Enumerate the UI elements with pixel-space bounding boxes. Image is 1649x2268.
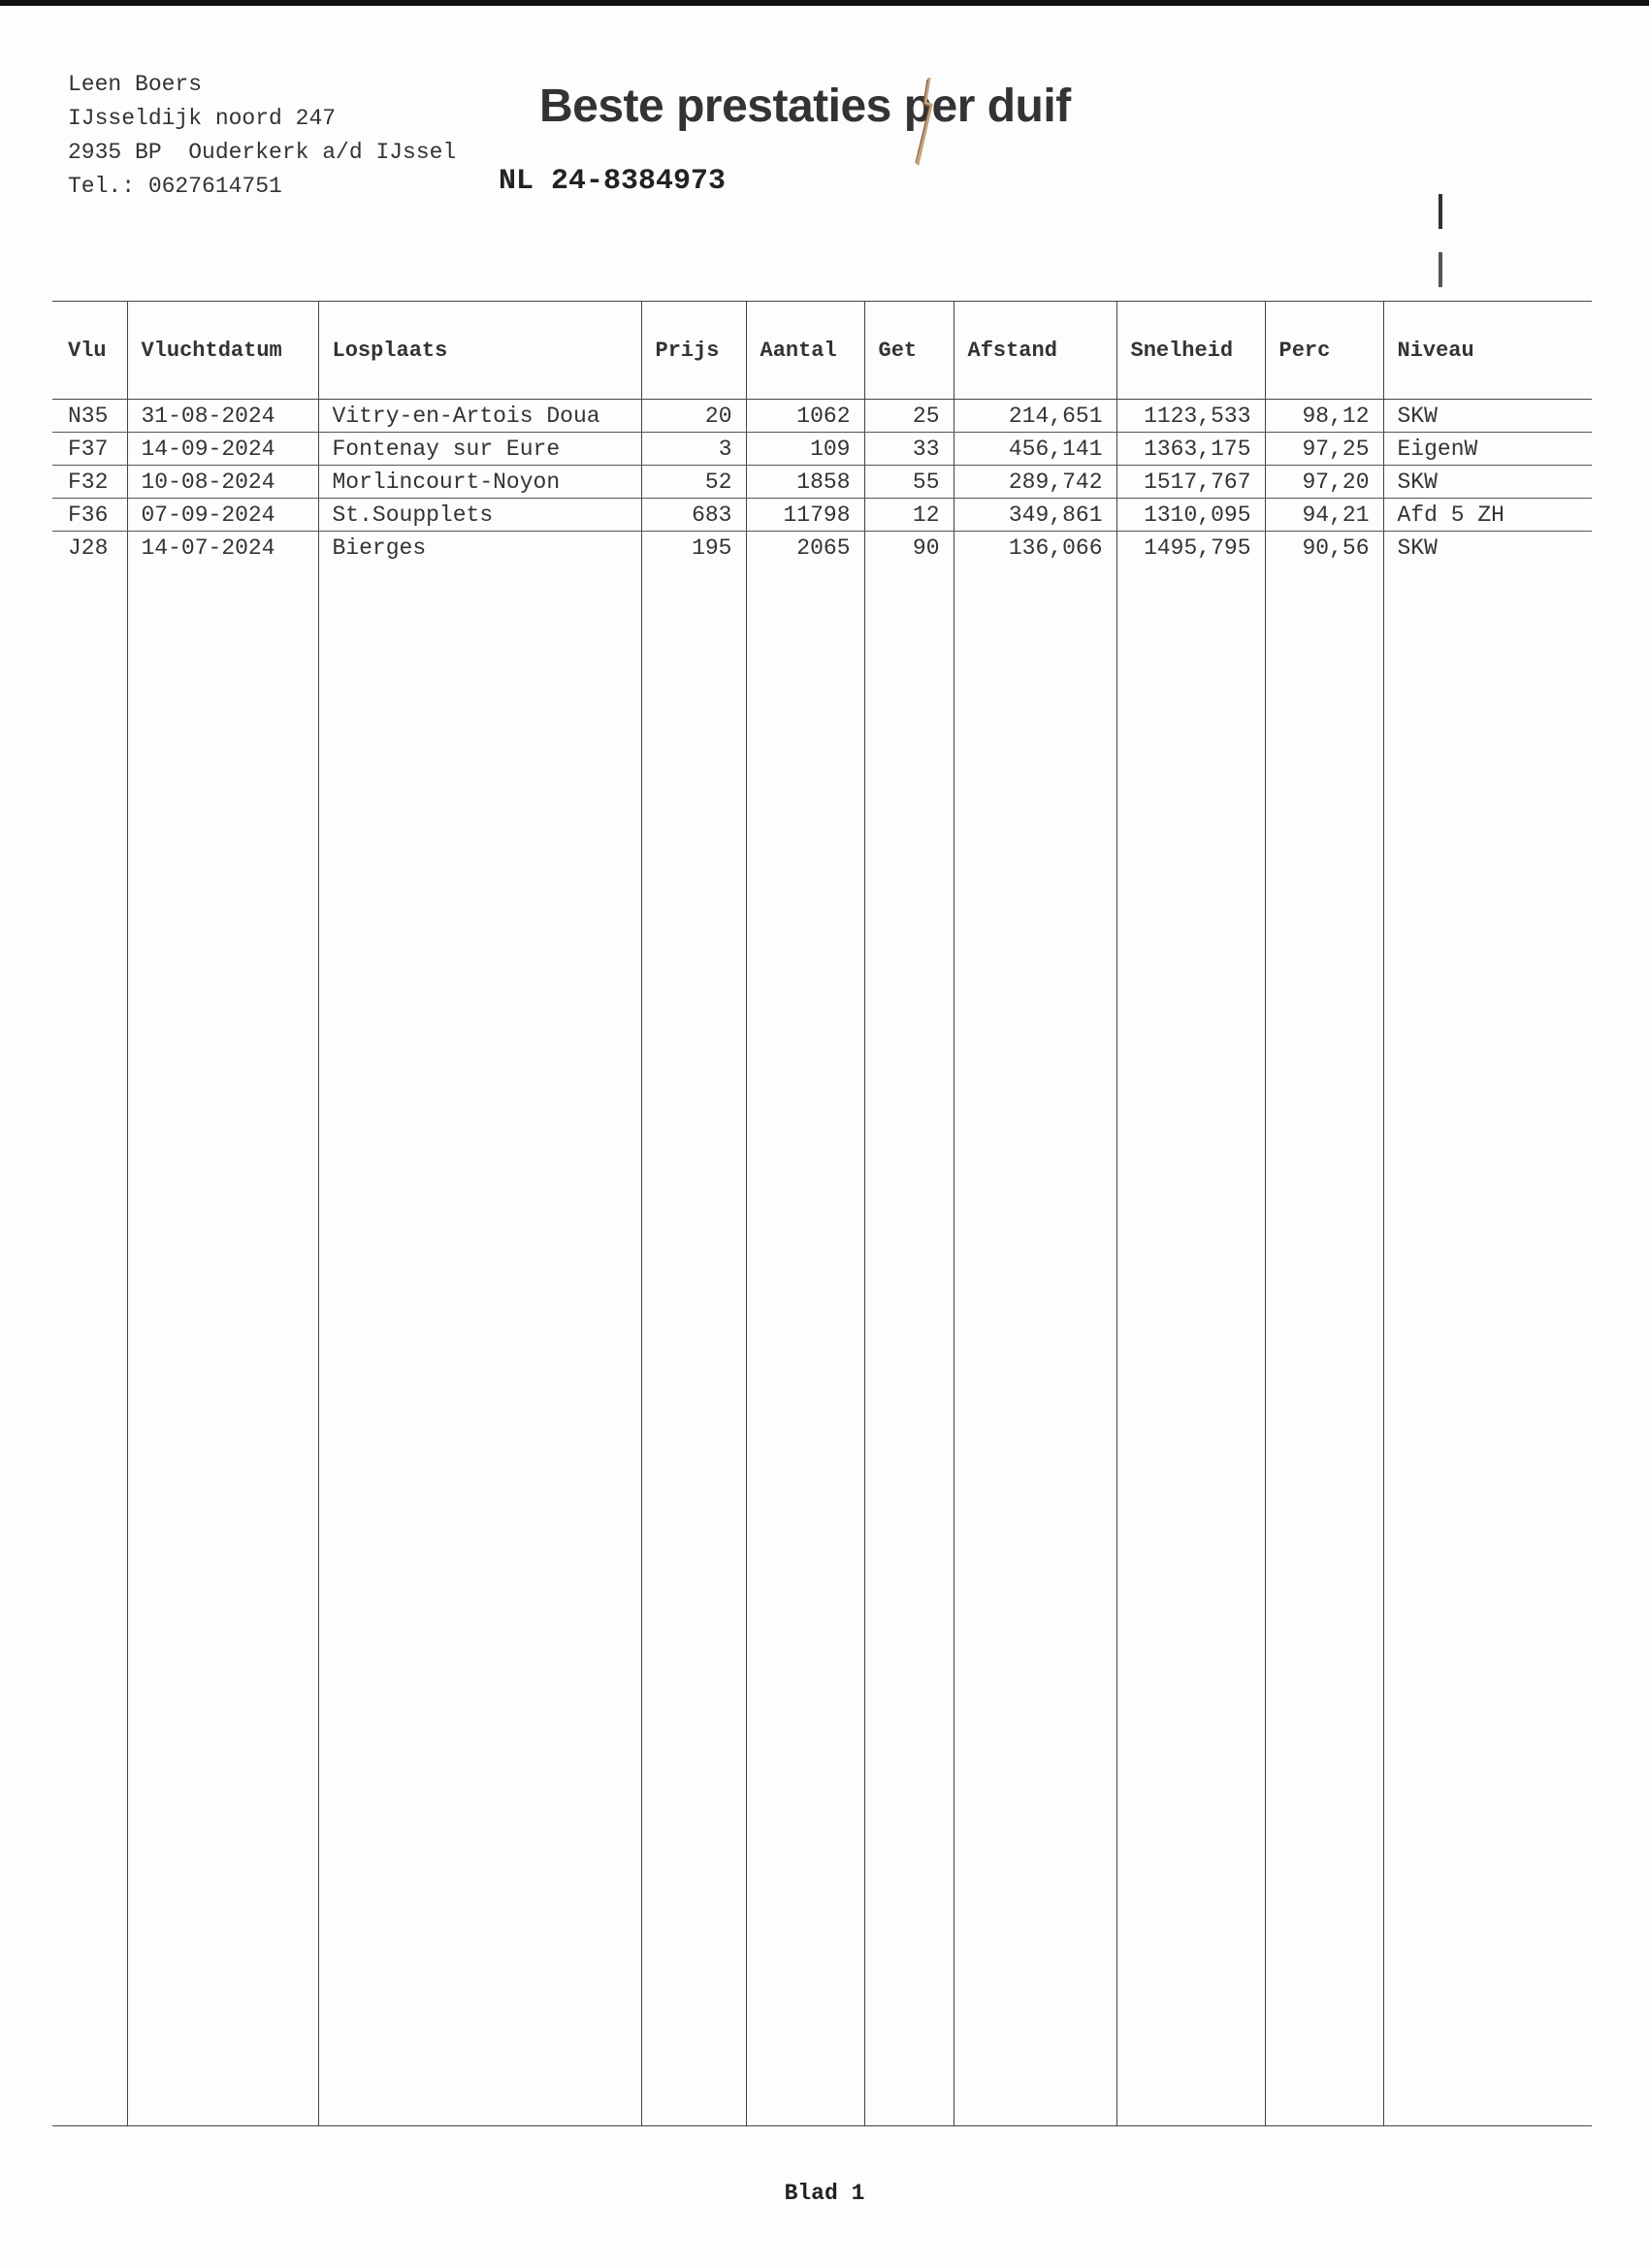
- cell-prize: 52: [641, 466, 746, 499]
- cell-percent: 98,12: [1265, 400, 1383, 433]
- table-row: [52, 466, 1592, 499]
- cell-count: 11798: [746, 499, 864, 532]
- ring-number: NL 24-8384973: [499, 165, 727, 198]
- performance-table: [52, 301, 1592, 2126]
- cell-count: 1858: [746, 466, 864, 499]
- cell-get: 90: [864, 532, 954, 565]
- cell-count: 2065: [746, 532, 864, 565]
- cell-vlu: J28: [68, 535, 109, 561]
- table-header-row: [52, 302, 1592, 400]
- sender-street: IJsseldijk noord 247: [68, 106, 337, 131]
- table-row: [52, 433, 1592, 466]
- table-row: [52, 532, 1592, 565]
- cell-distance: 349,861: [954, 499, 1116, 532]
- page-title: Beste prestaties per duif: [539, 81, 1071, 132]
- column-header: Afstand: [954, 302, 1116, 400]
- table-blank-area: [52, 564, 1592, 2126]
- sender-address-block: [68, 68, 456, 204]
- cell-prize: 3: [641, 433, 746, 466]
- cell-level: SKW: [1383, 466, 1592, 499]
- cell-get: 55: [864, 466, 954, 499]
- cell-date: 10-08-2024: [127, 466, 318, 499]
- cell-speed: 1363,175: [1116, 433, 1265, 466]
- cell-prize: 195: [641, 532, 746, 565]
- cell-percent: 90,56: [1265, 532, 1383, 565]
- cell-date: 07-09-2024: [127, 499, 318, 532]
- cell-date: 14-09-2024: [127, 433, 318, 466]
- cell-level: EigenW: [1383, 433, 1592, 466]
- cell-level: Afd 5 ZH: [1383, 499, 1592, 532]
- cell-vlu: F32: [52, 466, 127, 499]
- cell-distance: 456,141: [954, 433, 1116, 466]
- cell-get: 12: [864, 499, 954, 532]
- cell-count: 1062: [746, 400, 864, 433]
- cell-level: SKW: [1383, 532, 1592, 565]
- cell-speed: 1123,533: [1116, 400, 1265, 433]
- scan-edge: [0, 0, 1649, 6]
- cell-percent: 94,21: [1265, 499, 1383, 532]
- sender-city: 2935 BP Ouderkerk a/d IJssel: [68, 140, 457, 165]
- column-header: Snelheid: [1116, 302, 1265, 400]
- staple-icon: [1434, 192, 1447, 289]
- column-header: Aantal: [746, 302, 864, 400]
- cell-prize: 20: [641, 400, 746, 433]
- page-number: Blad 1: [784, 2181, 865, 2206]
- cell-vlu: F36: [52, 499, 127, 532]
- sender-name: Leen Boers: [68, 72, 203, 97]
- cell-speed: 1310,095: [1116, 499, 1265, 532]
- cell-distance: 289,742: [954, 466, 1116, 499]
- column-header: Get: [864, 302, 954, 400]
- column-header: Perc: [1265, 302, 1383, 400]
- column-header: Vluchtdatum: [127, 302, 318, 400]
- cell-distance: 136,066: [954, 532, 1116, 565]
- column-header: Prijs: [641, 302, 746, 400]
- cell-get: 33: [864, 433, 954, 466]
- cell-vlu: N35: [52, 400, 127, 433]
- column-header: Niveau: [1383, 302, 1592, 400]
- cell-prize: 683: [641, 499, 746, 532]
- column-header: Vlu: [52, 302, 127, 400]
- cell-date: 14-07-2024: [127, 532, 318, 565]
- cell-location: Bierges: [318, 532, 641, 565]
- cell-get: 25: [864, 400, 954, 433]
- cell-location: Morlincourt-Noyon: [318, 466, 641, 499]
- cell-speed: 1517,767: [1116, 466, 1265, 499]
- column-header: Losplaats: [318, 302, 641, 400]
- cell-location: St.Soupplets: [318, 499, 641, 532]
- cell-location: Vitry-en-Artois Doua: [318, 400, 641, 433]
- cell-distance: 214,651: [954, 400, 1116, 433]
- cell-count: 109: [746, 433, 864, 466]
- cell-vlu: F37: [52, 433, 127, 466]
- cell-location: Fontenay sur Eure: [318, 433, 641, 466]
- sender-phone: Tel.: 0627614751: [68, 174, 282, 199]
- cell-level: SKW: [1383, 400, 1592, 433]
- staple-icon: [912, 76, 935, 169]
- cell-date: 31-08-2024: [127, 400, 318, 433]
- cell-percent: 97,25: [1265, 433, 1383, 466]
- cell-speed: 1495,795: [1116, 532, 1265, 565]
- table-row: [52, 400, 1592, 433]
- cell-percent: 97,20: [1265, 466, 1383, 499]
- table-row: [52, 499, 1592, 532]
